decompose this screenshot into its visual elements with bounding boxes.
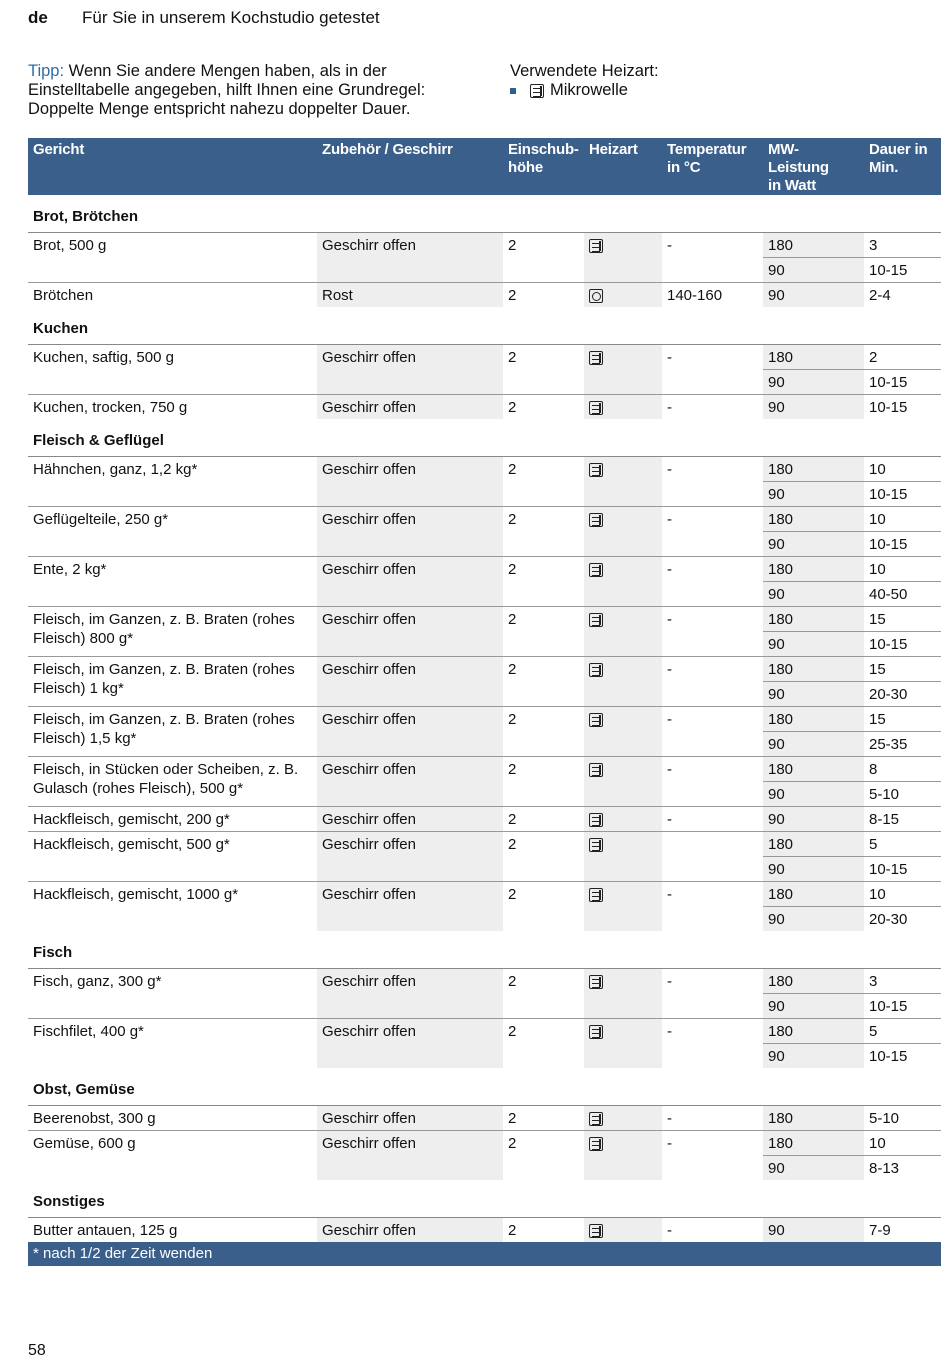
- microwave-icon: [589, 1112, 603, 1126]
- level-cell: 2: [508, 236, 517, 254]
- microwave-icon: [589, 975, 603, 989]
- microwave-icon: [589, 1025, 603, 1039]
- accessory-cell: Geschirr offen: [317, 1217, 503, 1242]
- dish-cell: Gemüse, 600 g: [28, 1130, 317, 1180]
- category-name: Sonstiges: [28, 1180, 941, 1217]
- table-row: [28, 1217, 941, 1242]
- col-header: Zubehör / Geschirr: [317, 138, 503, 195]
- col-header: Heizart: [584, 138, 662, 195]
- duration-cell: 40-50: [864, 581, 941, 606]
- duration-cell: 10-15: [864, 257, 941, 282]
- duration-cell: 5-10: [869, 1109, 900, 1127]
- dish-cell: Beerenobst, 300 g: [33, 1109, 156, 1127]
- power-cell: 90: [763, 906, 864, 931]
- accessory-cell: Geschirr offen: [317, 968, 503, 1018]
- section-title: Für Sie in unserem Kochstudio getestet: [82, 8, 380, 27]
- heating-mode-cell: [584, 456, 662, 506]
- duration-cell: 10: [869, 460, 886, 478]
- microwave-icon: [589, 351, 603, 365]
- table-row: [28, 456, 941, 481]
- heating-mode-cell: [584, 881, 662, 931]
- table-row: [28, 1105, 941, 1130]
- dish-cell: Fisch, ganz, 300 g*: [33, 972, 162, 990]
- power-cell: 180: [763, 606, 864, 631]
- duration-cell: 15: [864, 606, 941, 631]
- power-cell: 180: [763, 881, 864, 906]
- dish-cell: Geflügelteile, 250 g*: [28, 506, 317, 556]
- power-cell: 90: [763, 806, 864, 831]
- heating-mode-cell: [584, 806, 662, 831]
- power-cell: 90: [763, 531, 864, 556]
- accessory-cell: Geschirr offen: [317, 506, 503, 556]
- category-name: Fleisch & Geflügel: [28, 419, 941, 456]
- power-cell: 90: [763, 631, 864, 656]
- level-cell: 2: [503, 282, 584, 307]
- temperature-cell: -: [662, 806, 763, 831]
- accessory-cell: Geschirr offen: [317, 556, 503, 606]
- duration-cell: 10-15: [864, 993, 941, 1018]
- duration-cell: 20-30: [864, 681, 941, 706]
- power-cell: 180: [763, 232, 864, 257]
- dish-cell: Fischfilet, 400 g*: [28, 1018, 317, 1068]
- duration-cell: 3: [869, 236, 878, 254]
- duration-cell: 10: [864, 556, 941, 581]
- microwave-icon: [589, 1224, 603, 1238]
- heating-mode-cell: [584, 706, 662, 756]
- microwave-icon: [589, 239, 603, 253]
- level-cell: 2: [503, 606, 584, 656]
- power-cell: 180: [763, 706, 864, 731]
- power-cell: 90: [763, 1155, 864, 1180]
- accessory-cell: Geschirr offen: [317, 806, 503, 831]
- dish-cell: Ente, 2 kg*: [28, 556, 317, 606]
- col-header: Dauer in Min.: [864, 138, 941, 195]
- table-row: [28, 556, 941, 581]
- power-cell: 90: [763, 993, 864, 1018]
- level-cell: 2: [508, 348, 517, 366]
- duration-cell: 10-15: [864, 631, 941, 656]
- level-cell: 2: [503, 1018, 584, 1068]
- heating-mode-cell: [584, 606, 662, 656]
- microwave-icon: [589, 1137, 603, 1151]
- table-row: [28, 606, 941, 631]
- level-cell: 2: [503, 656, 584, 706]
- temperature-cell: -: [662, 1018, 763, 1068]
- duration-cell: 8-13: [864, 1155, 941, 1180]
- accessory-cell: Geschirr offen: [317, 656, 503, 706]
- category-name: Obst, Gemüse: [28, 1068, 941, 1105]
- dish-cell: Kuchen, trocken, 750 g: [28, 394, 317, 419]
- accessory-cell: Geschirr offen: [317, 394, 503, 419]
- temperature-cell: -: [667, 236, 672, 254]
- heating-mode-cell: [584, 1105, 662, 1130]
- temperature-cell: -: [667, 972, 672, 990]
- category-row: [28, 195, 941, 232]
- table-row: [28, 656, 941, 681]
- microwave-icon: [589, 838, 603, 852]
- duration-cell: 3: [869, 972, 878, 990]
- duration-cell: 5: [864, 831, 941, 856]
- power-cell: 90: [763, 731, 864, 756]
- duration-cell: 5-10: [864, 781, 941, 806]
- duration-cell: 15: [864, 656, 941, 681]
- duration-cell: 8-15: [864, 806, 941, 831]
- temperature-cell: -: [662, 394, 763, 419]
- dish-cell: Hackfleisch, gemischt, 1000 g*: [28, 881, 317, 931]
- table-row: [28, 968, 941, 993]
- temperature-cell: -: [667, 460, 672, 478]
- heating-mode-cell: [584, 232, 662, 282]
- microwave-icon: [589, 888, 603, 902]
- table-header: [28, 138, 941, 195]
- temperature-cell: [662, 831, 763, 881]
- heating-mode-legend: [510, 62, 659, 100]
- duration-cell: 20-30: [864, 906, 941, 931]
- microwave-icon: [589, 613, 603, 627]
- category-row: [28, 931, 941, 968]
- power-cell: 180: [763, 1018, 864, 1043]
- category-row: [28, 307, 941, 344]
- power-cell: 180: [763, 556, 864, 581]
- microwave-icon: [589, 401, 603, 415]
- temperature-cell: -: [662, 606, 763, 656]
- level-cell: 2: [503, 881, 584, 931]
- footnote: * nach 1/2 der Zeit wenden: [28, 1242, 941, 1266]
- temperature-cell: 140-160: [662, 282, 763, 307]
- heating-mode-cell: [584, 1217, 662, 1242]
- accessory-cell: Geschirr offen: [317, 456, 503, 506]
- dish-cell: Hackfleisch, gemischt, 500 g*: [28, 831, 317, 881]
- accessory-cell: Geschirr offen: [317, 232, 503, 282]
- duration-cell: 10-15: [864, 1043, 941, 1068]
- accessory-cell: Geschirr offen: [317, 1105, 503, 1130]
- level-cell: 2: [503, 506, 584, 556]
- temperature-cell: -: [662, 1130, 763, 1180]
- power-cell: 180: [763, 344, 864, 369]
- accessory-cell: Geschirr offen: [317, 706, 503, 756]
- language-code: de: [28, 8, 48, 27]
- category-row: [28, 1068, 941, 1105]
- accessory-cell: Geschirr offen: [317, 831, 503, 881]
- duration-cell: 10: [864, 881, 941, 906]
- tip-box: [28, 62, 468, 119]
- dish-cell: Hackfleisch, gemischt, 200 g*: [28, 806, 317, 831]
- power-cell: 90: [763, 282, 864, 307]
- table-row: [28, 1018, 941, 1043]
- level-cell: 2: [508, 460, 517, 478]
- dish-cell: Fleisch, im Ganzen, z. B. Braten (rohes Fleisch) 1 kg*: [28, 656, 317, 706]
- power-cell: 180: [763, 831, 864, 856]
- power-cell: 90: [763, 369, 864, 394]
- table-row: [28, 344, 941, 369]
- microwave-icon: [589, 563, 603, 577]
- power-cell: 180: [763, 968, 864, 993]
- col-header: MW-Leistung in Watt: [763, 138, 864, 195]
- duration-cell: 10-15: [864, 531, 941, 556]
- duration-cell: 25-35: [864, 731, 941, 756]
- power-cell: 90: [763, 681, 864, 706]
- heating-mode-name: Mikrowelle: [550, 81, 628, 99]
- temperature-cell: -: [662, 556, 763, 606]
- dish-cell: Brötchen: [28, 282, 317, 307]
- dish-cell: Fleisch, im Ganzen, z. B. Braten (rohes Fleisch) 1,5 kg*: [28, 706, 317, 756]
- temperature-cell: -: [667, 348, 672, 366]
- temperature-cell: -: [667, 1109, 672, 1127]
- table-row: [28, 881, 941, 906]
- dish-cell: Kuchen, saftig, 500 g: [33, 348, 174, 366]
- temperature-cell: -: [667, 1221, 672, 1239]
- heating-mode-cell: [584, 656, 662, 706]
- hot-air-icon: [589, 289, 603, 303]
- dish-cell: Hähnchen, ganz, 1,2 kg*: [33, 460, 198, 478]
- duration-cell: 2-4: [864, 282, 941, 307]
- level-cell: 2: [508, 972, 517, 990]
- microwave-icon: [589, 813, 603, 827]
- power-cell: 90: [763, 1043, 864, 1068]
- duration-cell: 8: [864, 756, 941, 781]
- heating-mode-cell: [584, 756, 662, 806]
- duration-cell: 15: [864, 706, 941, 731]
- table-row: [28, 232, 941, 257]
- heating-mode-cell: [584, 344, 662, 394]
- category-name: Fisch: [28, 931, 941, 968]
- footnote-row: [28, 1242, 941, 1266]
- temperature-cell: -: [662, 881, 763, 931]
- table-row: [28, 831, 941, 856]
- dish-cell: Brot, 500 g: [33, 236, 107, 254]
- accessory-cell: Geschirr offen: [317, 606, 503, 656]
- accessory-cell: Geschirr offen: [317, 344, 503, 394]
- temperature-cell: -: [662, 506, 763, 556]
- microwave-icon: [589, 513, 603, 527]
- power-cell: 90: [763, 1217, 864, 1242]
- category-name: Brot, Brötchen: [28, 195, 941, 232]
- level-cell: 2: [503, 394, 584, 419]
- power-cell: 180: [763, 1105, 864, 1130]
- heating-mode-cell: [584, 831, 662, 881]
- microwave-icon: [589, 663, 603, 677]
- heating-mode-cell: [584, 1130, 662, 1180]
- duration-cell: 10-15: [864, 481, 941, 506]
- power-cell: 90: [763, 856, 864, 881]
- dish-cell: Fleisch, in Stücken oder Scheiben, z. B. Gulasch (rohes Fleisch), 500 g*: [28, 756, 317, 806]
- power-cell: 90: [763, 581, 864, 606]
- level-cell: 2: [503, 556, 584, 606]
- category-name: Kuchen: [28, 307, 941, 344]
- power-cell: 180: [763, 456, 864, 481]
- level-cell: 2: [508, 1109, 517, 1127]
- heating-mode-cell: [584, 968, 662, 1018]
- duration-cell: 10: [864, 1130, 941, 1155]
- temperature-cell: -: [662, 756, 763, 806]
- heating-mode-cell: [584, 1018, 662, 1068]
- microwave-icon: [589, 463, 603, 477]
- level-cell: 2: [503, 831, 584, 881]
- page-number: 58: [28, 1342, 46, 1359]
- heating-mode-cell: [584, 394, 662, 419]
- level-cell: 2: [508, 1221, 517, 1239]
- microwave-icon: [530, 84, 544, 98]
- temperature-cell: -: [662, 656, 763, 706]
- dish-cell: Fleisch, im Ganzen, z. B. Braten (rohes Fleisch) 800 g*: [28, 606, 317, 656]
- heating-mode-cell: [584, 506, 662, 556]
- table-row: [28, 756, 941, 781]
- heating-mode-cell: [584, 556, 662, 606]
- level-cell: 2: [503, 756, 584, 806]
- temperature-cell: -: [662, 706, 763, 756]
- bullet-icon: [510, 88, 516, 94]
- heating-mode-title: Verwendete Heizart:: [510, 62, 659, 80]
- duration-cell: 10-15: [864, 369, 941, 394]
- power-cell: 90: [763, 257, 864, 282]
- table-row: [28, 282, 941, 307]
- col-header: Gericht: [28, 138, 317, 195]
- tip-label: Tipp:: [28, 62, 65, 80]
- col-header: Einschub- höhe: [503, 138, 584, 195]
- category-row: [28, 419, 941, 456]
- table-row: [28, 506, 941, 531]
- accessory-cell: Rost: [317, 282, 503, 307]
- table-row: [28, 1130, 941, 1155]
- duration-cell: 10: [864, 506, 941, 531]
- col-header: Temperatur in °C: [662, 138, 763, 195]
- power-cell: 90: [763, 394, 864, 419]
- accessory-cell: Geschirr offen: [317, 1130, 503, 1180]
- accessory-cell: Geschirr offen: [317, 1018, 503, 1068]
- power-cell: 180: [763, 1130, 864, 1155]
- category-row: [28, 1180, 941, 1217]
- dish-cell: Butter antauen, 125 g: [33, 1221, 178, 1239]
- accessory-cell: Geschirr offen: [317, 881, 503, 931]
- duration-cell: 10-15: [864, 394, 941, 419]
- power-cell: 180: [763, 756, 864, 781]
- level-cell: 2: [503, 1130, 584, 1180]
- microwave-icon: [589, 713, 603, 727]
- power-cell: 90: [763, 481, 864, 506]
- settings-table: [28, 138, 941, 1266]
- table-row: [28, 394, 941, 419]
- table-row: [28, 806, 941, 831]
- power-cell: 180: [763, 656, 864, 681]
- heating-mode-cell: [584, 282, 662, 307]
- duration-cell: 5: [864, 1018, 941, 1043]
- duration-cell: 2: [869, 348, 878, 366]
- level-cell: 2: [503, 806, 584, 831]
- tip-text: Wenn Sie andere Mengen haben, als in der Einstelltabelle angegeben, hilft Ihnen eine Grundregel: Doppelte Menge entspricht nahezu doppelter Dauer.: [28, 62, 426, 118]
- duration-cell: 10-15: [864, 856, 941, 881]
- level-cell: 2: [503, 706, 584, 756]
- microwave-icon: [589, 763, 603, 777]
- power-cell: 180: [763, 506, 864, 531]
- table-row: [28, 706, 941, 731]
- accessory-cell: Geschirr offen: [317, 756, 503, 806]
- power-cell: 90: [763, 781, 864, 806]
- duration-cell: 7-9: [869, 1221, 891, 1239]
